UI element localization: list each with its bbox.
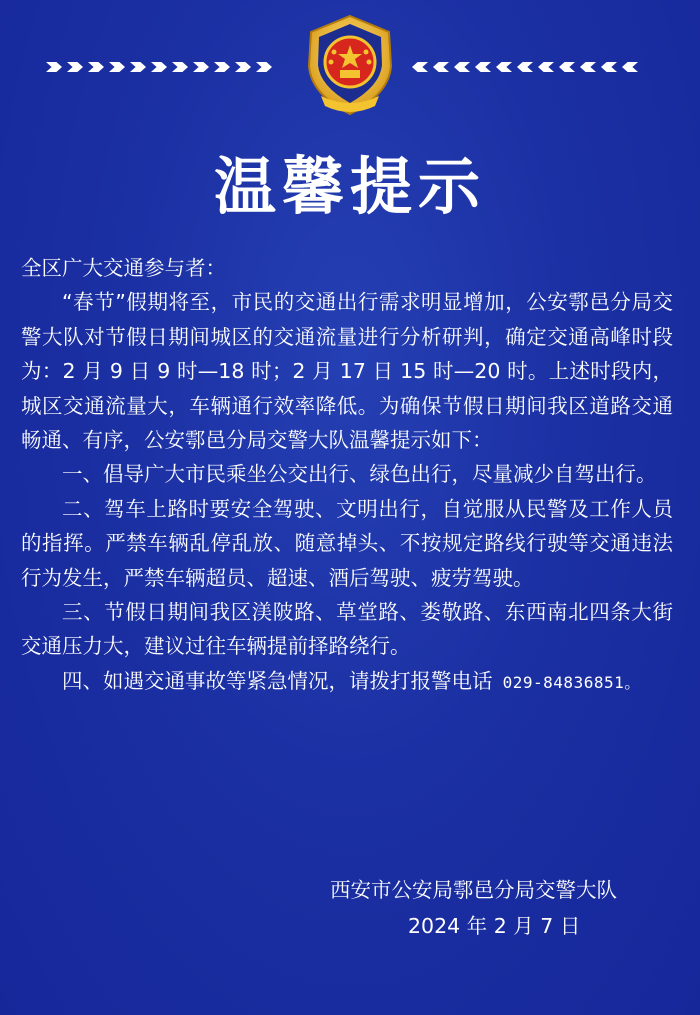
chevron-decoration-icon (559, 62, 575, 72)
notice-body (21, 251, 673, 700)
chevron-decoration-icon (151, 62, 167, 72)
chevron-decoration-icon (454, 62, 470, 72)
intro-paragraph: “春节”假期将至，市民的交通出行需求明显增加，公安鄠邑分局交警大队对节假日期间城区的交通流量进行分析研判，确定交通高峰时段为：2 月 9 日 9 时—18 时；2 月 17 日 15 时—20 时。上述时段内，城区交通流量大，车辆通行效率降低。为确保节假日期间我区道路交通畅通、有序，公安鄠邑分局交警大队温馨提示如下： (21, 290, 673, 453)
tip-item-4-text: 四、如遇交通事故等紧急情况，请拨打报警电话 (62, 668, 493, 693)
chevron-decoration-icon (517, 62, 533, 72)
chevron-decoration-icon (88, 62, 104, 72)
chevron-decoration-icon (193, 62, 209, 72)
chevron-decoration-icon (46, 62, 62, 72)
chevron-decoration-icon (109, 62, 125, 72)
page-title: 温馨提示 (213, 150, 486, 223)
chevron-decoration-icon (214, 62, 230, 72)
tip-item-2: 二、驾车上路时要安全驾驶、文明出行，自觉服从民警及工作人员的指挥。严禁车辆乱停乱放、随意掉头、不按规定路线行驶等交通违法行为发生，严禁车辆超员、超速、酒后驾驶、疲劳驾驶。 (21, 496, 673, 590)
chevron-decoration-icon (496, 62, 512, 72)
tip-item-3: 三、节假日期间我区渼陂路、草堂路、娄敬路、东西南北四条大街交通压力大，建议过往车辆提前择路绕行。 (21, 600, 673, 659)
emergency-phone: 029-84836851。 (492, 672, 641, 692)
chevron-decoration-icon (622, 62, 638, 72)
left-chevron-band (46, 54, 296, 80)
issue-date: 2024 年 2 月 7 日 (408, 914, 581, 938)
police-emblem-icon (301, 14, 399, 120)
signature-block (330, 872, 660, 944)
salutation: 全区广大交通参与者： (21, 256, 226, 280)
chevron-decoration-icon (538, 62, 554, 72)
right-chevron-band (412, 54, 658, 80)
issuing-organization: 西安市公安局鄠邑分局交警大队 (330, 878, 617, 902)
chevron-decoration-icon (412, 62, 428, 72)
tip-item-1: 一、倡导广大市民乘坐公交出行、绿色出行，尽量减少自驾出行。 (62, 462, 657, 487)
chevron-decoration-icon (580, 62, 596, 72)
chevron-decoration-icon (433, 62, 449, 72)
chevron-decoration-icon (130, 62, 146, 72)
chevron-decoration-icon (67, 62, 83, 72)
tip-item-4 (21, 664, 673, 700)
chevron-decoration-icon (601, 62, 617, 72)
chevron-decoration-icon (475, 62, 491, 72)
chevron-decoration-icon (256, 62, 272, 72)
chevron-decoration-icon (172, 62, 188, 72)
chevron-decoration-icon (235, 62, 251, 72)
